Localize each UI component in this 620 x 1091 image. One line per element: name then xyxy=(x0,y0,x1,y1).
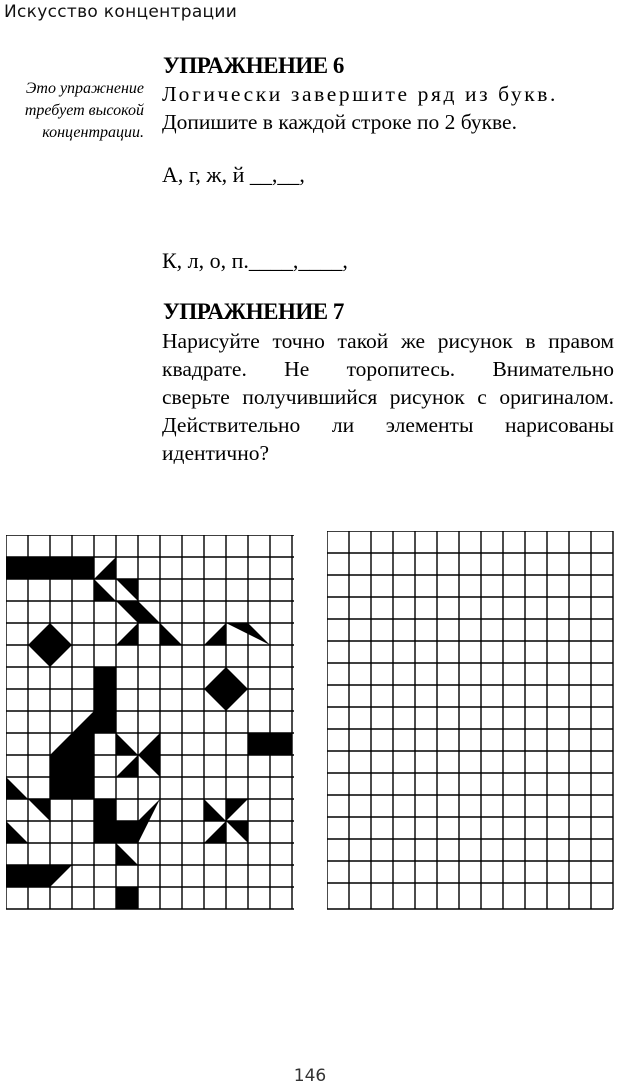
instruction-line: Допишите в каждой строке по 2 букве. xyxy=(162,110,517,134)
instruction-line: Действительно ли элементы нарисованы xyxy=(162,413,614,437)
black-triangle xyxy=(116,887,138,909)
exercise-6-instructions xyxy=(162,80,614,136)
blank-drawing-grid xyxy=(327,531,617,915)
pinwheel-shape xyxy=(138,755,160,777)
page-number: 146 xyxy=(293,1066,327,1086)
instruction-line: сверьте получившийся рисунок с оригиналом. xyxy=(162,385,614,409)
black-triangle xyxy=(6,777,28,799)
instruction-line: Нарисуйте точно такой же рисунок в правом xyxy=(162,329,614,353)
black-triangle xyxy=(94,557,116,579)
exercise-7-title: УПРАЖНЕНИЕ 7 xyxy=(163,299,344,324)
bowtie-shape xyxy=(116,601,138,623)
pinwheel-shape xyxy=(204,799,226,821)
instruction-line: идентично? xyxy=(162,441,270,465)
margin-note xyxy=(6,78,144,144)
pinwheel-shape xyxy=(116,755,138,777)
black-triangle xyxy=(6,821,28,843)
pinwheel-shape xyxy=(204,821,226,843)
black-triangle xyxy=(116,623,138,645)
bowtie-shape xyxy=(94,579,116,601)
black-shape xyxy=(94,711,116,733)
pinwheel-shape xyxy=(138,733,160,755)
black-triangle xyxy=(28,799,50,821)
instruction-line: квадрате. Не торопитесь. Внимательно xyxy=(162,357,614,381)
original-pattern-grid xyxy=(6,535,298,915)
margin-note-line: Это упражнение xyxy=(25,80,144,97)
margin-note-line: концентрации. xyxy=(42,124,144,141)
exercise-7-instructions xyxy=(162,327,614,467)
instruction-line: Логически завершите ряд из букв. xyxy=(162,82,558,106)
black-triangle xyxy=(204,623,226,645)
black-triangle xyxy=(160,623,182,645)
margin-note-line: требует высокой xyxy=(24,102,144,119)
pinwheel-shape xyxy=(226,799,248,821)
black-triangle xyxy=(138,601,160,623)
pinwheel-shape xyxy=(116,733,138,755)
letter-sequence-2: К, л, о, п.____,____, xyxy=(162,248,348,273)
running-head: Искусство концентрации xyxy=(4,2,238,22)
black-triangle xyxy=(116,843,138,865)
exercise-6-title: УПРАЖНЕНИЕ 6 xyxy=(163,53,344,78)
pinwheel-shape xyxy=(226,821,248,843)
bowtie-shape xyxy=(116,579,138,601)
letter-sequence-1: А, г, ж, й __,__, xyxy=(162,162,305,187)
